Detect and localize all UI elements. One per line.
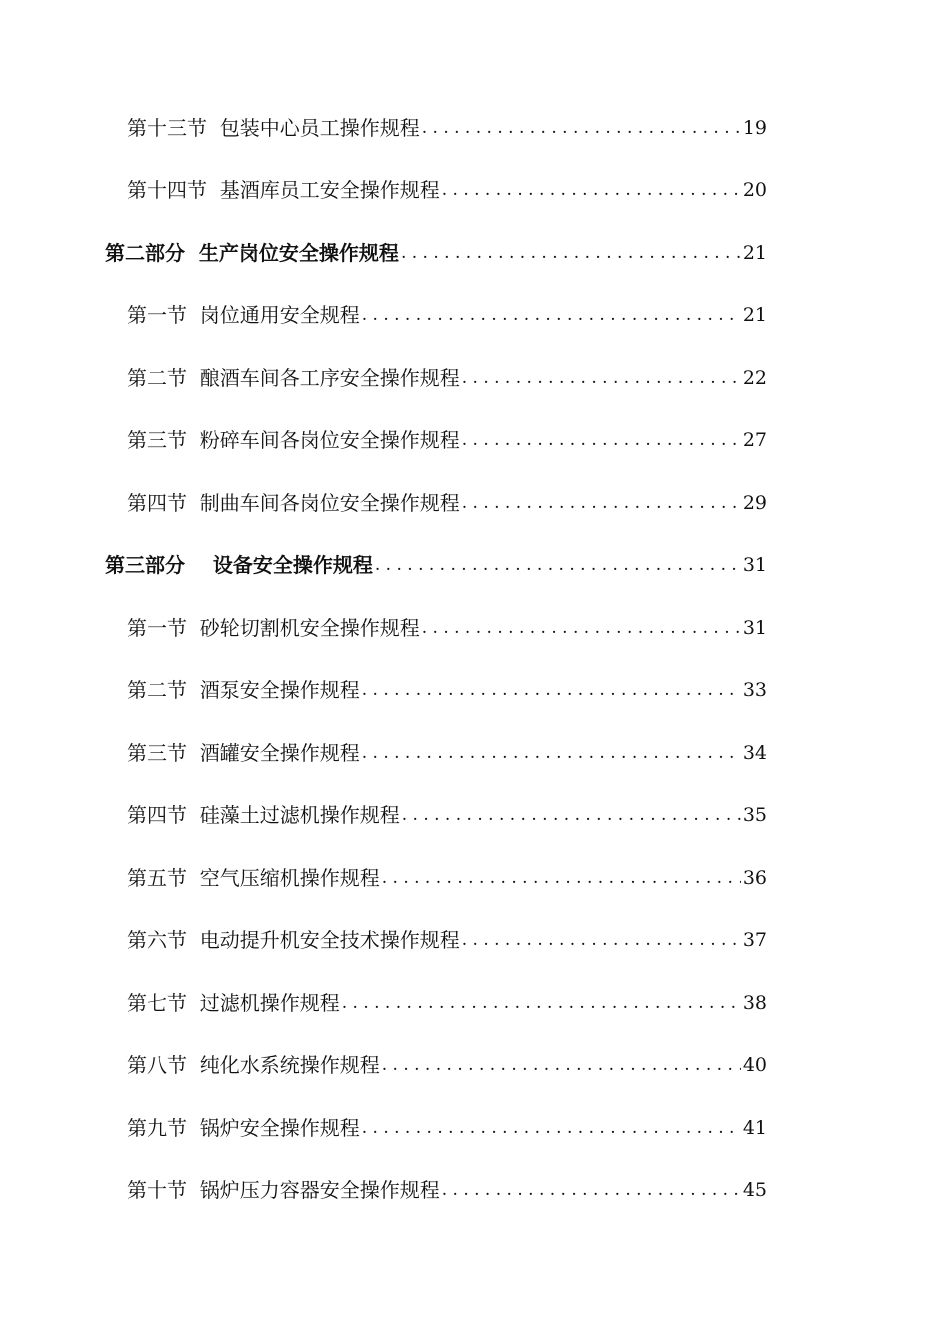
dot-leader xyxy=(362,301,741,329)
toc-entry-page: 45 xyxy=(742,1179,767,1201)
toc-entry-page: 38 xyxy=(742,992,767,1014)
toc-entry-page: 20 xyxy=(742,179,767,201)
toc-entry-label: 第十四节 基酒库员工安全操作规程 xyxy=(127,178,440,202)
toc-entry-page: 31 xyxy=(742,554,767,576)
toc-entry-label: 第六节 电动提升机安全技术操作规程 xyxy=(127,928,460,952)
toc-entry-label: 第二部分 生产岗位安全操作规程 xyxy=(105,241,399,265)
dot-leader xyxy=(462,364,741,392)
dot-leader xyxy=(375,551,741,579)
toc-entry[interactable] xyxy=(0,422,767,454)
toc-entry-label: 第二节 酿酒车间各工序安全操作规程 xyxy=(127,366,460,390)
dot-leader xyxy=(401,239,741,267)
dot-leader xyxy=(342,989,741,1017)
toc-entry-page: 31 xyxy=(742,617,767,639)
toc-entry-label: 第十三节 包装中心员工操作规程 xyxy=(127,116,420,140)
toc-entry[interactable] xyxy=(0,172,767,204)
toc-entry-label: 第十节 锅炉压力容器安全操作规程 xyxy=(127,1178,440,1202)
toc-entry-page: 21 xyxy=(742,242,767,264)
toc-entry[interactable] xyxy=(0,360,767,392)
toc-entry-page: 41 xyxy=(742,1117,767,1139)
dot-leader xyxy=(382,1051,741,1079)
toc-entry-page: 29 xyxy=(742,492,767,514)
toc-entry-page: 33 xyxy=(742,679,767,701)
dot-leader xyxy=(362,739,741,767)
toc-entry-label: 第三部分 设备安全操作规程 xyxy=(105,553,373,577)
toc-entry[interactable] xyxy=(0,672,767,704)
toc-entry[interactable] xyxy=(0,922,767,954)
dot-leader xyxy=(462,489,741,517)
dot-leader xyxy=(382,864,741,892)
toc-entry-page: 36 xyxy=(742,867,767,889)
toc-entry-page: 19 xyxy=(742,117,767,139)
toc-entry[interactable] xyxy=(0,297,767,329)
toc-entry-label: 第二节 酒泵安全操作规程 xyxy=(127,678,360,702)
dot-leader xyxy=(362,676,741,704)
toc-entry[interactable] xyxy=(0,735,767,767)
toc-entry-label: 第九节 锅炉安全操作规程 xyxy=(127,1116,360,1140)
dot-leader xyxy=(442,1176,741,1204)
toc-entry[interactable] xyxy=(0,110,767,142)
toc-entry[interactable] xyxy=(0,860,767,892)
toc-entry[interactable] xyxy=(0,1047,767,1079)
toc-entry-page: 27 xyxy=(742,429,767,451)
toc-entry-label: 第五节 空气压缩机操作规程 xyxy=(127,866,380,890)
toc-entry-page: 21 xyxy=(742,304,767,326)
dot-leader xyxy=(422,614,741,642)
toc-entry-page: 37 xyxy=(742,929,767,951)
toc-entry[interactable] xyxy=(0,797,767,829)
toc-part-entry[interactable] xyxy=(0,235,767,267)
toc-entry[interactable] xyxy=(0,610,767,642)
toc-entry-label: 第八节 纯化水系统操作规程 xyxy=(127,1053,380,1077)
dot-leader xyxy=(402,801,741,829)
dot-leader xyxy=(362,1114,741,1142)
toc-entry[interactable] xyxy=(0,1172,767,1204)
toc-entry[interactable] xyxy=(0,985,767,1017)
toc-part-entry[interactable] xyxy=(0,547,767,579)
toc-entry-label: 第一节 砂轮切割机安全操作规程 xyxy=(127,616,420,640)
toc-entry-label: 第三节 酒罐安全操作规程 xyxy=(127,741,360,765)
dot-leader xyxy=(422,114,741,142)
toc-entry-label: 第一节 岗位通用安全规程 xyxy=(127,303,360,327)
toc-entry-label: 第四节 硅藻土过滤机操作规程 xyxy=(127,803,400,827)
toc-entry-page: 22 xyxy=(742,367,767,389)
toc-entry-page: 40 xyxy=(742,1054,767,1076)
toc-entry[interactable] xyxy=(0,485,767,517)
toc-entry-label: 第三节 粉碎车间各岗位安全操作规程 xyxy=(127,428,460,452)
toc-entry-label: 第七节 过滤机操作规程 xyxy=(127,991,340,1015)
dot-leader xyxy=(442,176,741,204)
toc-entry-page: 35 xyxy=(742,804,767,826)
toc-entry-page: 34 xyxy=(742,742,767,764)
dot-leader xyxy=(462,426,741,454)
toc-entry-label: 第四节 制曲车间各岗位安全操作规程 xyxy=(127,491,460,515)
dot-leader xyxy=(462,926,741,954)
toc-entry[interactable] xyxy=(0,1110,767,1142)
